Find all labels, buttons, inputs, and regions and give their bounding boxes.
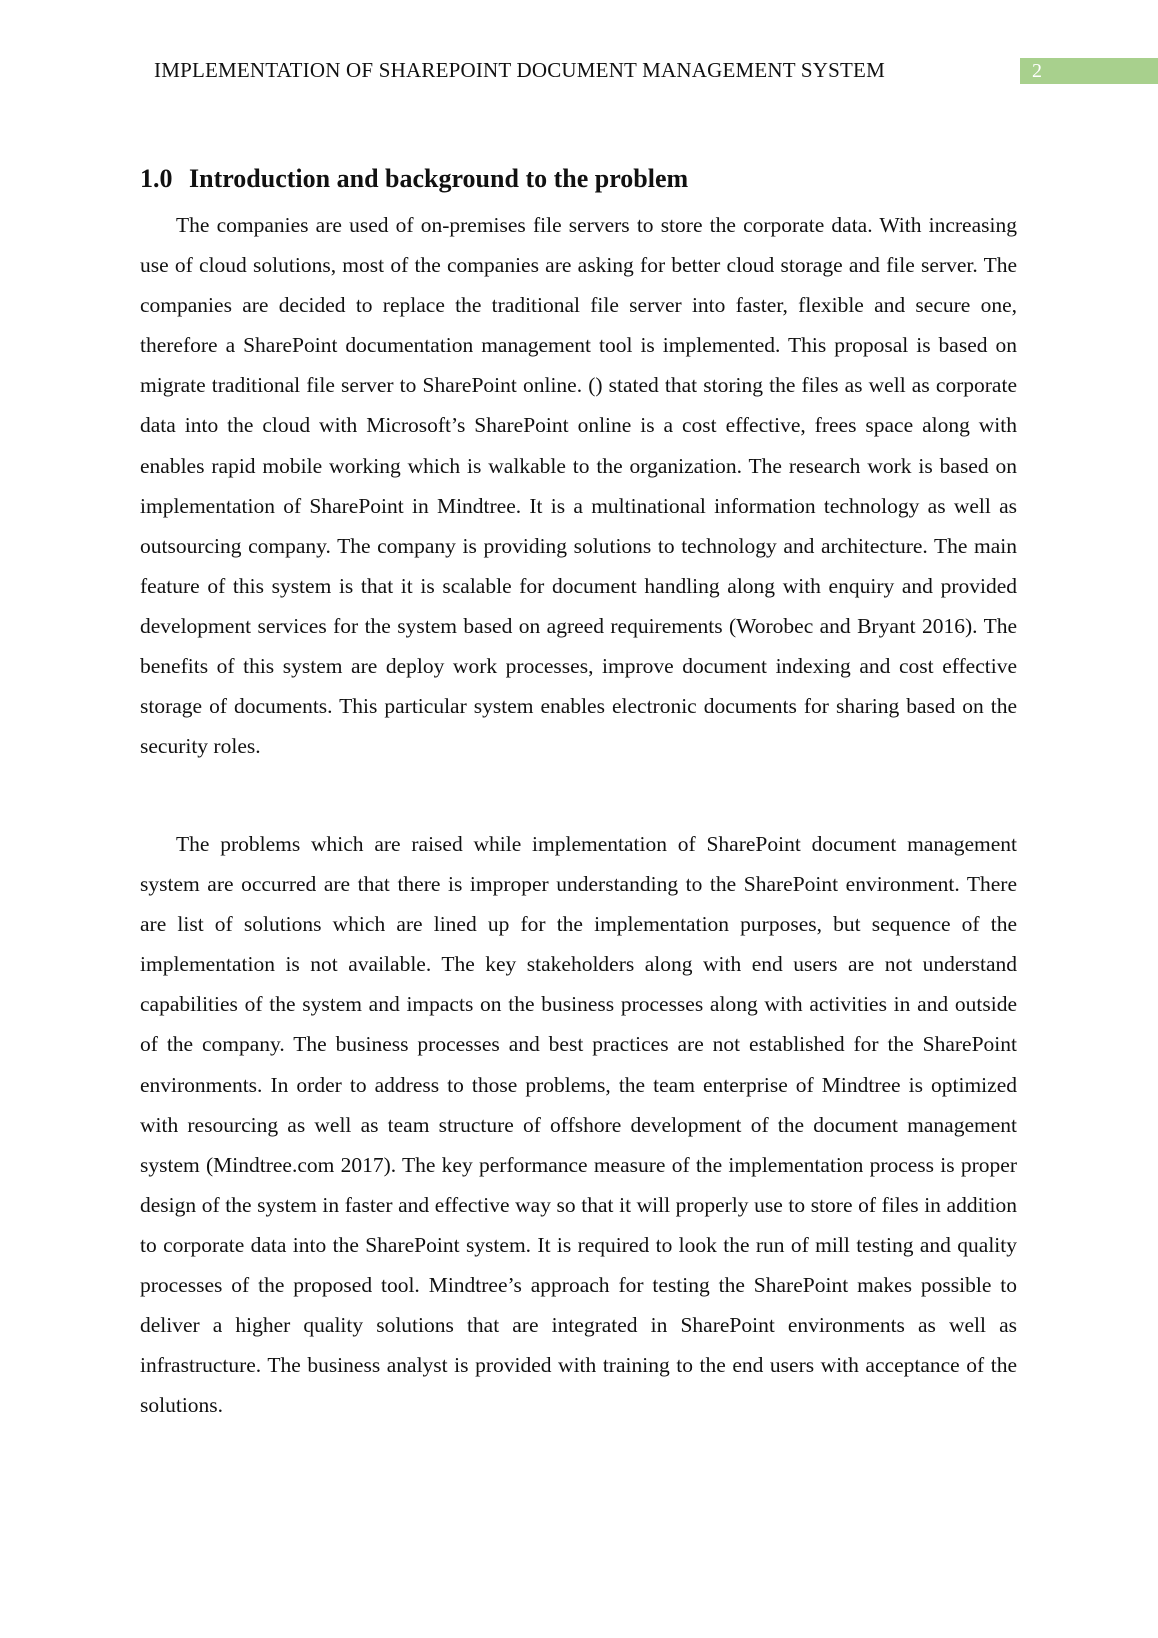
page-number: 2 xyxy=(1020,58,1158,84)
section-number: 1.0 xyxy=(140,164,173,193)
section-title: Introduction and background to the problem xyxy=(189,164,689,193)
section-heading xyxy=(140,162,688,196)
paragraph-problems: The problems which are raised while implementation of SharePoint document management system are occurred are that there is improper understanding to the SharePoint environment. There are list of solutions which are lined up for the implementation purposes, but sequence of the implementation is not available. The key stakeholders along with end users are not understand capabilities of the system and impacts on the business processes along with activities in and outside of the company. The business processes and best practices are not established for the SharePoint environments. In order to address to those problems, the team enterprise of Mindtree is optimized with resourcing as well as team structure of offshore development of the document management system (Mindtree.com 2017). The key performance measure of the implementation process is proper design of the system in faster and effective way so that it will properly use to store of files in addition to corporate data into the SharePoint system. It is required to look the run of mill testing and quality processes of the proposed tool. Mindtree’s approach for testing the SharePoint makes possible to deliver a higher quality solutions that are integrated in SharePoint environments as well as infrastructure. The business analyst is provided with training to the end users with acceptance of the solutions. xyxy=(140,832,1017,1418)
paragraph-introduction: The companies are used of on-premises file servers to store the corporate data. With increasing use of cloud solutions, most of the companies are asking for better cloud storage and file server. The companies are decided to replace the traditional file server into faster, flexible and secure one, therefore a SharePoint documentation management tool is implemented. This proposal is based on migrate traditional file server to SharePoint online. () stated that storing the files as well as corporate data into the cloud with Microsoft’s SharePoint online is a cost effective, frees space along with enables rapid mobile working which is walkable to the organization. The research work is based on implementation of SharePoint in Mindtree. It is a multinational information technology as well as outsourcing company. The company is providing solutions to technology and architecture. The main feature of this system is that it is scalable for document handling along with enquiry and provided development services for the system based on agreed requirements (Worobec and Bryant 2016). The benefits of this system are deploy work processes, improve document indexing and cost effective storage of documents. This particular system enables electronic documents for sharing based on the security roles. xyxy=(140,213,1017,759)
running-header-title: IMPLEMENTATION OF SHAREPOINT DOCUMENT MANAGEMENT SYSTEM xyxy=(154,58,885,82)
